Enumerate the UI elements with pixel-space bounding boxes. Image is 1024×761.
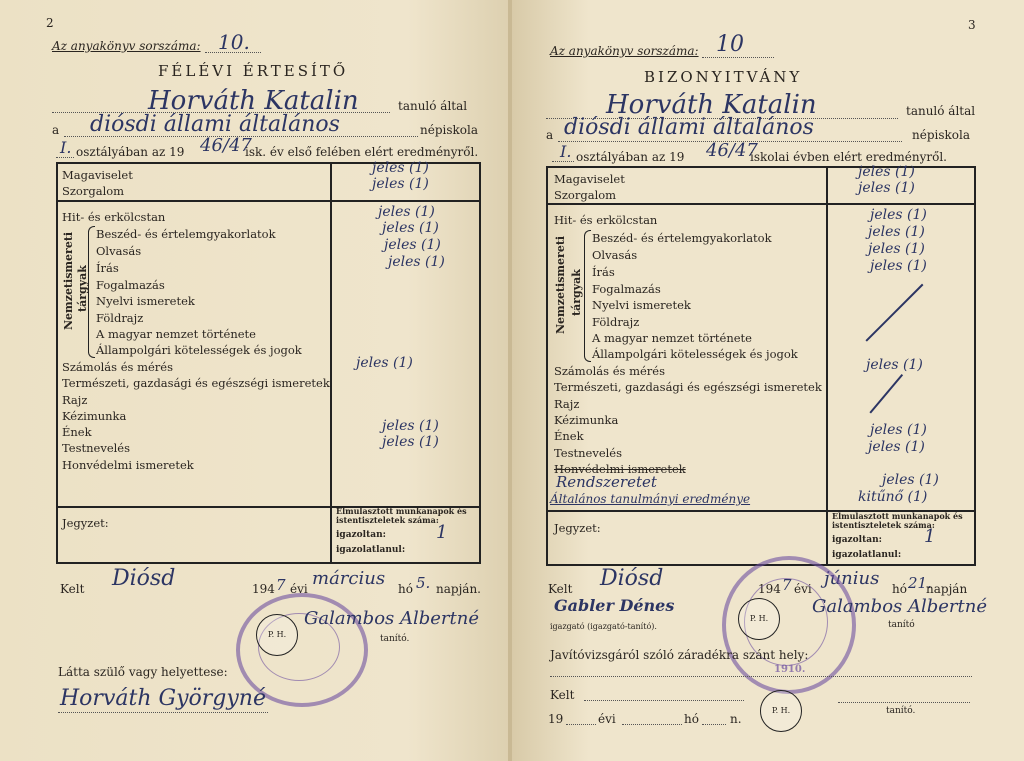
year-suffix: iskolai évben elért eredményről. [750, 150, 947, 164]
year-word: évi [794, 582, 812, 596]
subject-label: Rendszeretet [556, 473, 657, 491]
subject-label: Állampolgári kötelességek és jogok [592, 347, 798, 361]
school-prefix: a [52, 123, 60, 137]
place: Diósd [112, 566, 176, 591]
subject-label: Beszéd- és értelemgyakorlatok [96, 227, 276, 241]
day-label: hó [398, 582, 413, 596]
registry-label: Az anyakönyv sorszáma: [52, 39, 201, 53]
subject-label: Természeti, gazdasági és egészségi ismeretek [62, 376, 330, 390]
grade-value: jeles (1) [858, 164, 915, 180]
grade-value: jeles (1) [356, 355, 413, 371]
group-label: Nemzetismereti [554, 235, 567, 334]
school-name: diósdi állami általános [90, 112, 340, 137]
teacher-signature: Galambos Albertné [304, 608, 479, 629]
day2-suffix: n. [730, 712, 742, 726]
day: 21. [908, 574, 932, 592]
ph-seal: P. H. [738, 598, 780, 640]
subject-label: Fogalmazás [592, 282, 661, 296]
student-suffix: tanuló által [398, 99, 468, 113]
subject-label: Kézimunka [62, 409, 127, 423]
grade-value: jeles (1) [868, 224, 925, 240]
missed-title: Elmulasztott munkanapok és istentiszteletek száma: [832, 511, 963, 530]
subject-label: Fogalmazás [96, 278, 165, 292]
document-title: BIZONYITVÁNY [644, 68, 803, 86]
school-name: diósdi állami általános [564, 115, 814, 140]
year2-word: évi [598, 712, 616, 726]
page-number: 3 [968, 18, 976, 32]
grade-value: jeles (1) [858, 180, 915, 196]
excused-label: igazoltan: [832, 535, 882, 545]
teacher-label: tanító. [380, 634, 410, 644]
grade-value: jeles (1) [868, 241, 925, 257]
day2-label: hó [684, 712, 699, 726]
subject-label: Nyelvi ismeretek [592, 298, 691, 312]
parent-signature: Horváth Györgyné [60, 686, 266, 711]
stamp-year: 1910. [774, 664, 806, 675]
subject-label: Ének [62, 425, 92, 439]
year-value: 46/47 [200, 135, 252, 156]
unexcused-label: igazolatlanul: [832, 550, 902, 560]
subject-label: Számolás és mérés [554, 364, 665, 378]
subject-label: A magyar nemzet története [592, 331, 752, 345]
subject-label: Szorgalom [62, 184, 125, 198]
year-suffix: isk. év első felében elért eredményről. [245, 145, 479, 159]
year-word: évi [290, 582, 308, 596]
director-label: igazgató (igazgató-tanító). [550, 622, 657, 631]
subject-label: Rajz [62, 393, 88, 407]
excused-value: 1 [924, 526, 936, 547]
grade-value: jeles (1) [382, 418, 439, 434]
year-digit: 7 [276, 576, 286, 594]
subject-label: Rajz [554, 397, 580, 411]
registry-value: 10. [218, 30, 250, 54]
right-page [512, 0, 1024, 761]
note-label: Jegyzet: [62, 516, 109, 530]
ph-seal: P. H. [256, 614, 298, 656]
subject-label: A magyar nemzet története [96, 327, 256, 341]
subject-label: Földrajz [96, 311, 144, 325]
year2-prefix: 19 [548, 712, 564, 726]
grade-value: kitűnő (1) [858, 489, 928, 505]
grade-value: jeles (1) [382, 220, 439, 236]
registry-label: Az anyakönyv sorszáma: [550, 44, 699, 58]
year-digit: 7 [782, 576, 792, 594]
subject-label: Szorgalom [554, 188, 617, 202]
subject-label: Nyelvi ismeretek [96, 294, 195, 308]
subject-label: Testnevelés [554, 446, 623, 460]
school-suffix: népiskola [912, 128, 970, 142]
student-name: Horváth Katalin [606, 90, 817, 120]
subject-label: Ének [554, 429, 584, 443]
subject-label: Hit- és erkölcstan [62, 210, 166, 224]
subject-label: Beszéd- és értelemgyakorlatok [592, 231, 772, 245]
grade-value: jeles (1) [870, 207, 927, 223]
subject-label: Általános tanulmányi eredménye [550, 492, 751, 506]
student-suffix: tanuló által [906, 104, 976, 118]
group-label: tárgyak [76, 265, 89, 312]
grade-value: jeles (1) [866, 357, 923, 373]
month: június [824, 568, 880, 589]
grade-value: jeles (1) [882, 472, 939, 488]
director-signature: Gabler Dénes [554, 596, 675, 615]
student-name: Horváth Katalin [148, 86, 359, 116]
subject-label: Számolás és mérés [62, 360, 173, 374]
kelt2-label: Kelt [550, 688, 575, 702]
excused-label: igazoltan: [336, 530, 386, 540]
grade-value: jeles (1) [870, 258, 927, 274]
left-page [0, 0, 510, 761]
grade-value: jeles (1) [384, 237, 441, 253]
class-value: I. [60, 138, 72, 157]
grade-value: jeles (1) [870, 422, 927, 438]
class-text: osztályában az 19 [576, 150, 685, 164]
year-prefix: 194 [252, 582, 275, 596]
grade-value: jeles (1) [388, 254, 445, 270]
group-label: Nemzetismereti [62, 231, 75, 330]
day-label: hó [892, 582, 907, 596]
kelt-label: Kelt [548, 582, 573, 596]
grade-value: jeles (1) [382, 434, 439, 450]
year-value: 46/47 [706, 140, 758, 161]
subject-label: Testnevelés [62, 441, 131, 455]
teacher-signature: Galambos Albertné [812, 596, 987, 617]
subject-label: Magaviselet [554, 172, 625, 186]
subject-label: Honvédelmi ismeretek [62, 458, 194, 472]
school-prefix: a [546, 128, 554, 142]
day: 5. [416, 574, 431, 592]
subject-label: Kézimunka [554, 413, 619, 427]
subject-label: Hit- és erkölcstan [554, 213, 658, 227]
grade-value: jeles (1) [378, 204, 435, 220]
grade-value: jeles (1) [372, 176, 429, 192]
teacher2-label: tanító. [886, 706, 916, 716]
class-text: osztályában az 19 [76, 145, 185, 159]
school-suffix: népiskola [420, 123, 478, 137]
excused-value: 1 [436, 522, 448, 543]
subject-label: Természeti, gazdasági és egészségi ismeretek [554, 380, 822, 394]
day-suffix: napján. [436, 582, 481, 596]
document-title: FÉLÉVI ÉRTESÍTŐ [158, 62, 349, 80]
subject-label: Földrajz [592, 315, 640, 329]
kelt-label: Kelt [60, 582, 85, 596]
subject-label: Írás [96, 261, 119, 275]
year-prefix: 194 [758, 582, 781, 596]
subject-label: Honvédelmi ismeretek [554, 462, 686, 476]
repair-label: Javítóvizsgáról szóló záradékra szánt hely: [550, 648, 809, 662]
group-label: tárgyak [570, 269, 583, 316]
ph-seal-2: P. H. [760, 690, 802, 732]
grade-value: jeles (1) [868, 439, 925, 455]
teacher-label: tanító [888, 620, 915, 630]
registry-value: 10 [716, 32, 744, 57]
subject-label: Magaviselet [62, 168, 133, 182]
subject-label: Állampolgári kötelességek és jogok [96, 343, 302, 357]
month: március [312, 568, 386, 589]
grade-value: jeles (1) [372, 160, 429, 176]
note-label: Jegyzet: [554, 521, 601, 535]
subject-label: Írás [592, 265, 615, 279]
place: Diósd [600, 566, 664, 591]
parent-label: Látta szülő vagy helyettese: [58, 665, 228, 679]
day-suffix: napján [926, 582, 968, 596]
subject-label: Olvasás [96, 244, 142, 258]
unexcused-label: igazolatlanul: [336, 545, 406, 555]
subject-label: Olvasás [592, 248, 638, 262]
missed-title: Elmulasztott munkanapok és istentiszteletek száma: [336, 506, 467, 525]
class-value: I. [560, 142, 572, 161]
page-number: 2 [46, 16, 54, 30]
